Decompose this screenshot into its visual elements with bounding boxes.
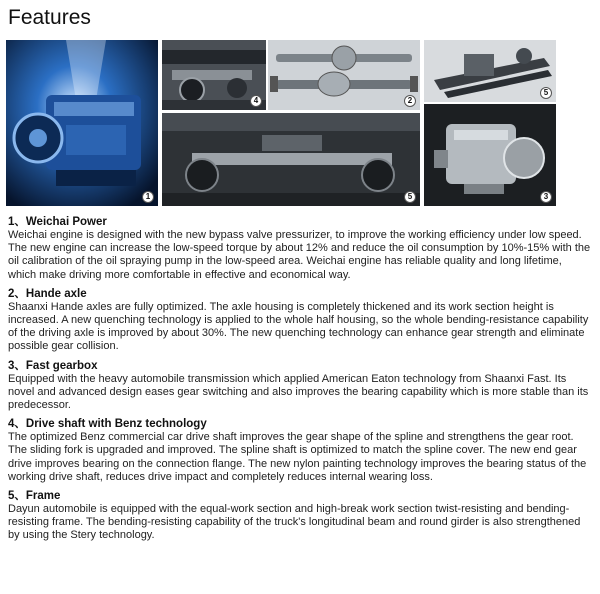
feature-item [8, 418, 592, 484]
drive-shaft-photo [162, 113, 420, 206]
feature-body: Equipped with the heavy automobile transmission which applied American Eaton technology from Shaanxi Fast. Its novel and advanced design eases gear switching and also improves the bearing capability which is more stable than its predecessor. [8, 372, 589, 412]
engine-photo [6, 40, 158, 206]
feature-body: Dayun automobile is equipped with the equal-work section and high-break work section twist-resisting and bending-resisting frame. The bending-resisting capability of the truck's longitudinal beam and round girder is also strengthened by using the Stery technology. [8, 503, 581, 542]
feature-photo-collage [0, 0, 600, 210]
page-title: Features [8, 6, 91, 29]
feature-heading: 1、Weichai Power [8, 216, 107, 228]
feature-heading: 5、Frame [8, 490, 61, 503]
feature-item [8, 360, 592, 413]
photo-badge: 2 [404, 95, 416, 107]
frame-photo [424, 40, 556, 102]
photo-badge: 3 [540, 191, 552, 203]
photo-badge: 5 [404, 191, 416, 203]
feature-item [8, 288, 592, 354]
feature-heading: 3、Fast gearbox [8, 359, 98, 372]
photo-badge: 4 [250, 95, 262, 107]
feature-body: Shaanxi Hande axles are fully optimized. The axle housing is completely thickened and its work section height is increased. A new quenching technology is applied to the whole half housing, so the whole bending-resistance capability of the driving axle is improved by about 30%. The new quenching technology can enhance gear strength and eliminate possible gear collision. [8, 300, 589, 353]
feature-body: Weichai engine is designed with the new bypass valve pressurizer, to improve the working efficiency under low speed. The new engine can increase the low-speed torque by about 12% and reduce the oil consumption by 10%-15% with the oil calibration of the oil spraying pump in the low-speed area. Weichai engine has reliable quality and long lifetime, which make driving more comfortable in effective and economical way. [8, 229, 591, 281]
feature-item [8, 216, 592, 282]
feature-heading: 4、Drive shaft with Benz technology [8, 418, 207, 431]
feature-item [8, 490, 592, 543]
features-list [8, 216, 592, 549]
photo-badge: 5 [540, 87, 552, 99]
feature-body: The optimized Benz commercial car drive shaft improves the gear shape of the spline and strengthens the gear root. The sliding fork is upgraded and improved. The spline shaft is optimized to match the spline cover. The new end gear drive improves bearing on the connection flange. The new nylon painting technology improves the bearing status of the working drive shaft, reduces drive impact and completely reduces internal wearing loss. [8, 431, 587, 483]
gearbox-photo [424, 104, 556, 206]
feature-heading: 2、Hande axle [8, 287, 87, 300]
photo-badge: 1 [142, 191, 154, 203]
axle-photo [268, 40, 420, 110]
chassis-photo [162, 40, 266, 110]
